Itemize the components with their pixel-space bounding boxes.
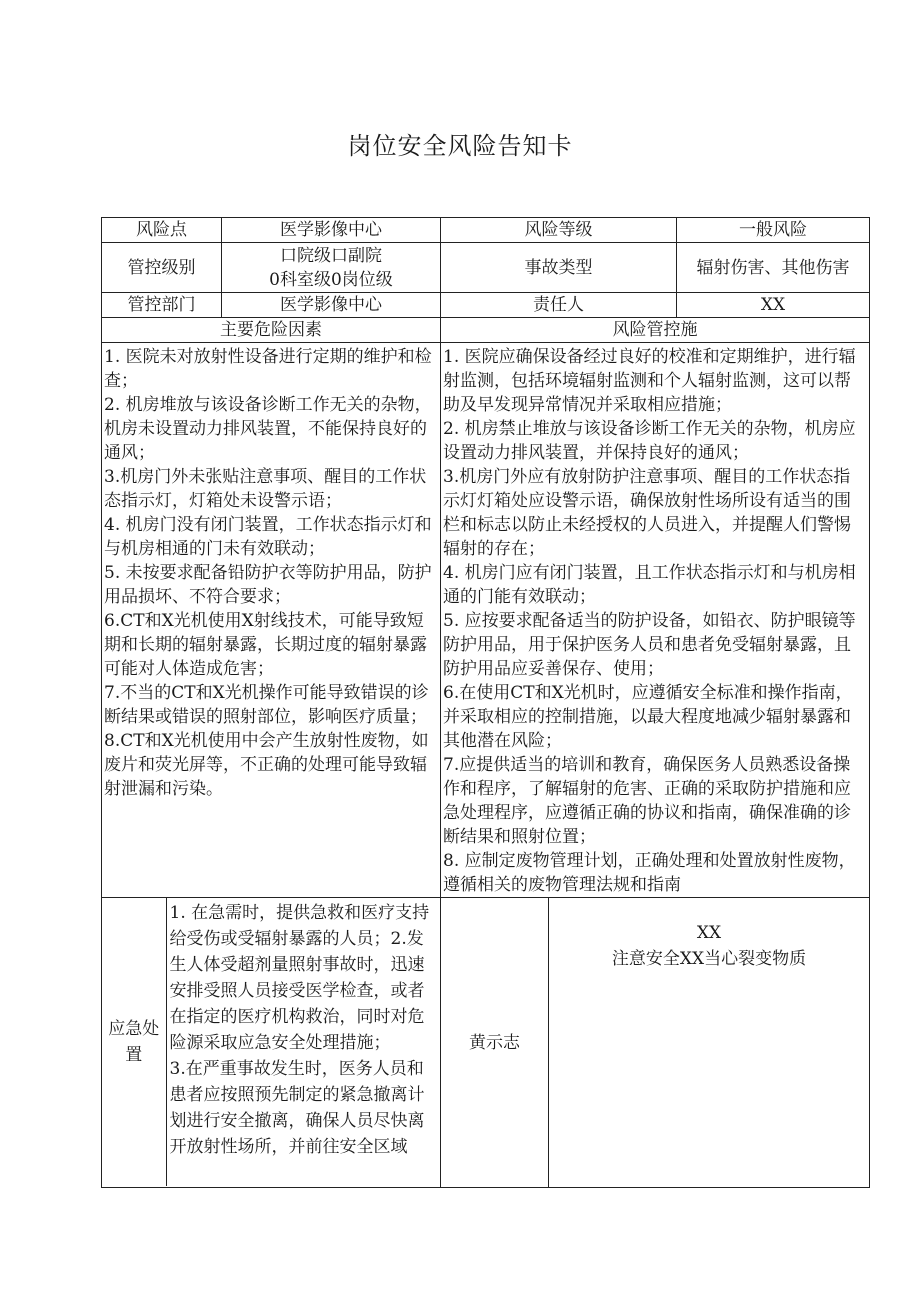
control-level-line1: 口院级口副院: [280, 245, 382, 266]
control-level-label: 管控级别: [102, 243, 222, 293]
emergency-list: [166, 898, 440, 1186]
hazards-header: 主要危险因素: [102, 318, 441, 343]
risk-notice-table: [101, 217, 870, 1188]
hazard-item: 8.CT和X光机使用中会产生放射性废物，如废片和荧光屏等，不正确的处理可能导致辐射泄漏和污染。: [104, 731, 429, 799]
accident-type-value: 辐射伤害、其他伤害: [677, 243, 870, 293]
row-control-level: [102, 243, 870, 293]
emergency-section: [102, 898, 441, 1188]
emergency-label: 应急处置: [102, 898, 166, 1186]
control-item: 3.机房门外应有放射防护注意事项、醒目的工作状态指示灯灯箱处应设警示语，确保放射性场所设有适当的围栏和标志以防止未经授权的人员进入，并提醒人们警惕辐射的存在；: [443, 467, 851, 559]
accident-type-label: 事故类型: [441, 243, 677, 293]
row-section-headers: [102, 318, 870, 343]
emergency-item: 3.在严重事故发生时，医务人员和患者应按照预先制定的紧急撤离计划进行安全撤离，确保人员尽快离开放射性场所，并前往安全区域: [169, 1059, 425, 1157]
hazard-item: 1. 医院未对放射性设备进行定期的维护和检查；: [104, 347, 432, 391]
hazard-item: 2. 机房堆放与该设备诊断工作无关的杂物，机房未设置动力排风装置，不能保持良好的通风；: [104, 395, 432, 463]
hazard-item: 7.不当的CT和X光机操作可能导致错误的诊断结果或错误的照射部位，影响医疗质量；: [104, 683, 429, 727]
emergency-inner-table: [102, 898, 440, 1186]
emergency-item: 1. 在急需时，提供急救和医疗支持给受伤或受辐射暴露的人员；2.发生人体受超剂量照射事故时，迅速安排受照人员接受医学检查，或者在指定的医疗机构救治，同时对危险源采取应急安全处理措施；: [169, 903, 430, 1053]
risk-level-value: 一般风险: [677, 218, 870, 243]
hazards-list: [102, 343, 441, 898]
sign-label: 黄示志: [441, 898, 549, 1188]
controls-list: [441, 343, 870, 898]
control-item: 1. 医院应确保设备经过良好的校准和定期维护，进行辐射监测，包括环境辐射监测和个人辐射监测，这可以帮助及早发现异常情况并采取相应措施；: [443, 347, 856, 415]
responsible-value: XX: [677, 293, 870, 318]
control-item: 8. 应制定废物管理计划，正确处理和处置放射性废物，遵循相关的废物管理法规和指南: [443, 851, 856, 895]
risk-level-label: 风险等级: [441, 218, 677, 243]
sign-line2: 注意安全XX当心裂变物质: [611, 949, 807, 969]
row-hazards-controls: [102, 343, 870, 898]
risk-point-label: 风险点: [102, 218, 222, 243]
row-risk-point: [102, 218, 870, 243]
risk-point-value: 医学影像中心: [222, 218, 441, 243]
hazard-item: 3.机房门外未张贴注意事项、醒目的工作状态指示灯，灯箱处未设警示语；: [104, 467, 427, 511]
sign-content: [549, 898, 870, 1188]
row-control-dept: [102, 293, 870, 318]
control-item: 2. 机房禁止堆放与该设备诊断工作无关的杂物，机房应设置动力排风装置，并保持良好的通风；: [443, 419, 856, 463]
control-item: 5. 应按要求配备适当的防护设备，如铅衣、防护眼镜等防护用品，用于保护医务人员和患者免受辐射暴露，且防护用品应妥善保存、使用；: [443, 611, 856, 679]
control-dept-label: 管控部门: [102, 293, 222, 318]
control-item: 6.在使用CT和X光机时，应遵循安全标准和操作指南，并采取相应的控制措施，以最大程度地减少辐射暴露和其他潜在风险；: [443, 683, 853, 751]
controls-header: 风险管控施: [441, 318, 870, 343]
hazard-item: 6.CT和X光机使用X射线技术，可能导致短期和长期的辐射暴露，长期过度的辐射暴露可能对人体造成危害；: [104, 611, 427, 679]
responsible-label: 责任人: [441, 293, 677, 318]
control-item: 7.应提供适当的培训和教育，确保医务人员熟悉设备操作和程序，了解辐射的危害、正确的采取防护措施和应急处理程序，应遵循正确的协议和指南，确保准确的诊断结果和照射位置；: [443, 755, 851, 847]
hazard-item: 4. 机房门没有闭门装置，工作状态指示灯和与机房相通的门未有效联动；: [104, 515, 432, 559]
control-dept-value: 医学影像中心: [222, 293, 441, 318]
control-level-value: [222, 243, 441, 293]
page-title: 岗位安全风险告知卡: [347, 132, 573, 160]
hazard-item: 5. 未按要求配备铅防护衣等防护用品，防护用品损坏、不符合要求；: [104, 563, 432, 607]
control-item: 4. 机房门应有闭门装置，且工作状态指示灯和与机房相通的门能有效联动；: [443, 563, 856, 607]
row-emergency: [102, 898, 870, 1188]
sign-line1: XX: [696, 923, 722, 943]
control-level-line2: 0科室级0岗位级: [269, 269, 393, 290]
